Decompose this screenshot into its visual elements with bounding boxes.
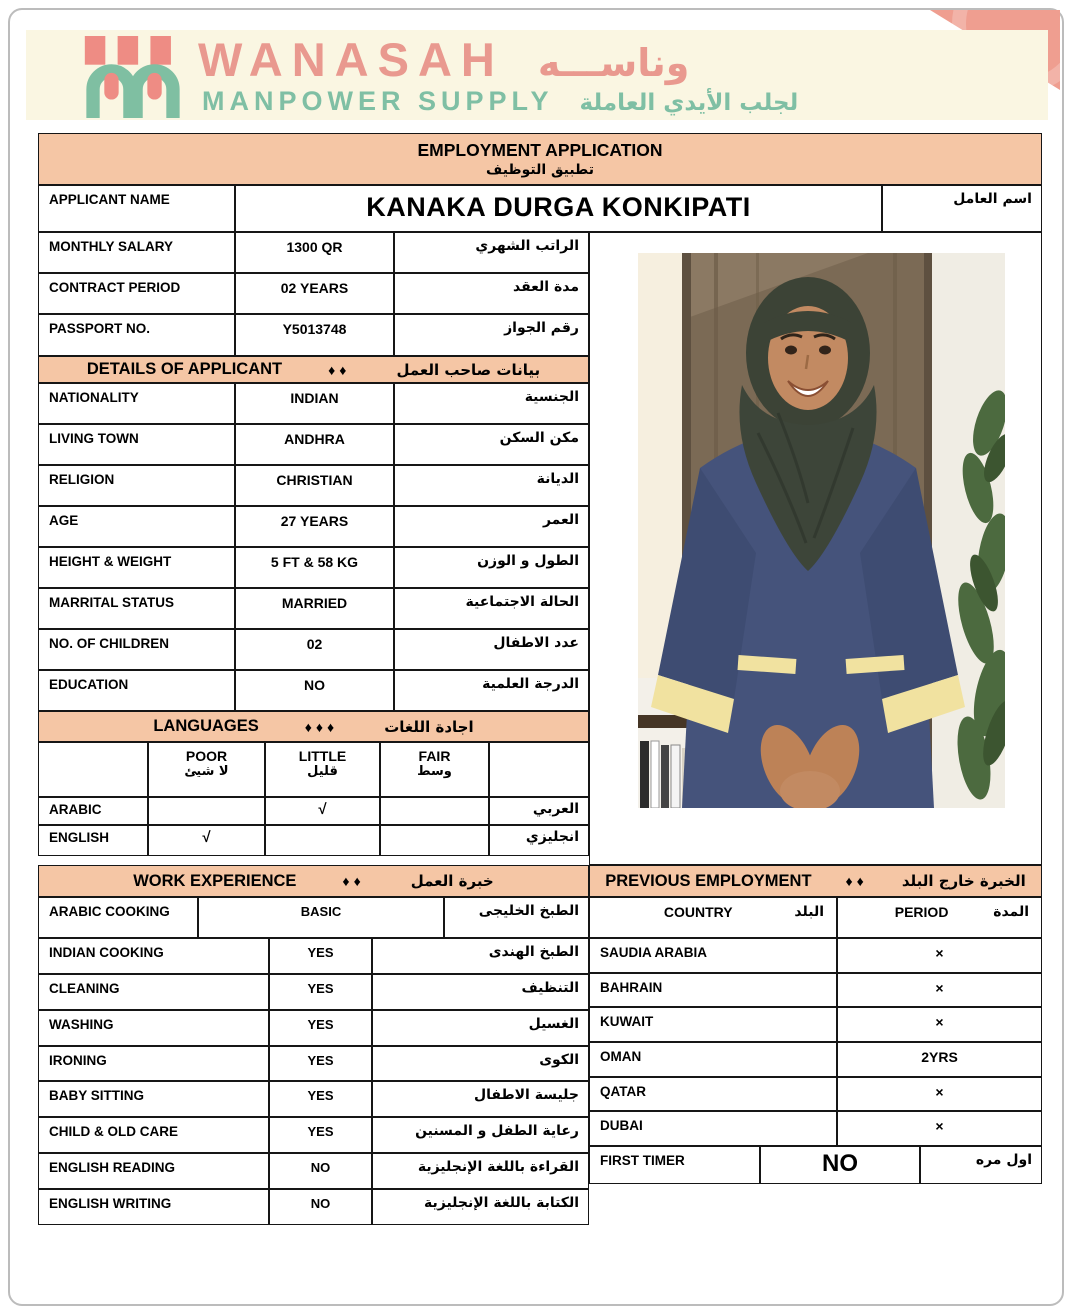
row-value: YES — [269, 1046, 372, 1081]
row-arabic: الطبخ الهندى — [372, 938, 589, 974]
country-cell: DUBAI — [589, 1111, 837, 1146]
brand-name-line — [198, 32, 689, 87]
row-label: ENGLISH READING — [38, 1153, 269, 1189]
period-cell: 2YRS — [837, 1042, 1042, 1077]
brand-subtitle-line — [202, 86, 798, 117]
row-arabic: الطول و الوزن — [394, 547, 589, 588]
country-cell: KUWAIT — [589, 1007, 837, 1042]
form-title-header — [38, 133, 1042, 185]
period-cell: × — [837, 1111, 1042, 1146]
row-arabic: الغسيل — [372, 1010, 589, 1046]
work-experience-section-header — [38, 865, 589, 897]
row-value: NO — [235, 670, 394, 711]
section-title-english: PREVIOUS EMPLOYMENT — [605, 871, 812, 890]
row-label: IRONING — [38, 1046, 269, 1081]
period-cell: × — [837, 938, 1042, 973]
row-label: AGE — [38, 506, 235, 547]
section-title-arabic: خبرة العمل — [410, 872, 494, 890]
col-header-english: FAIR — [418, 748, 451, 764]
row-arabic: الحالة الاجتماعية — [394, 588, 589, 629]
row-label: CLEANING — [38, 974, 269, 1010]
row-value: 5 FT & 58 KG — [235, 547, 394, 588]
checkmark-cell: √ — [148, 825, 265, 856]
previous-employment-section-header — [589, 865, 1042, 897]
row-value: CHRISTIAN — [235, 465, 394, 506]
checkmark-cell: √ — [265, 797, 380, 825]
row-arabic: مدة العقد — [394, 273, 589, 314]
col-header-arabic: البلد — [794, 904, 824, 920]
row-label: CONTRACT PERIOD — [38, 273, 235, 314]
row-label: NO. OF CHILDREN — [38, 629, 235, 670]
row-label: ARABIC COOKING — [38, 897, 198, 938]
languages-section-header — [38, 711, 589, 742]
row-value: MARRIED — [235, 588, 394, 629]
brand-name-arabic: وناســـه — [537, 41, 690, 85]
section-title-english: LANGUAGES — [153, 717, 259, 735]
row-value: Y5013748 — [235, 314, 394, 356]
col-header-arabic: وسط — [417, 764, 452, 779]
section-title-english: DETAILS OF APPLICANT — [86, 360, 283, 378]
col-header-english: COUNTRY — [663, 904, 733, 920]
row-label: MONTHLY SALARY — [38, 232, 235, 273]
applicant-name-arabic: اسم العامل — [882, 185, 1042, 232]
row-label: LIVING TOWN — [38, 424, 235, 465]
row-label: NATIONALITY — [38, 383, 235, 424]
row-value: 27 YEARS — [235, 506, 394, 547]
brand-subtitle-arabic: لجلب الأيدي العاملة — [579, 90, 799, 116]
section-title-arabic: اجادة اللغات — [384, 717, 474, 736]
row-label: WASHING — [38, 1010, 269, 1046]
row-value: YES — [269, 1117, 372, 1153]
row-value: YES — [269, 1010, 372, 1046]
row-label: BABY SITTING — [38, 1081, 269, 1117]
period-cell: × — [837, 1007, 1042, 1042]
row-label: INDIAN COOKING — [38, 938, 269, 974]
brand-header — [26, 30, 1048, 120]
first-timer-label: FIRST TIMER — [589, 1146, 760, 1184]
checkmark-cell — [265, 825, 380, 856]
row-arabic: الجنسية — [394, 383, 589, 424]
row-arabic: الكتابة باللغة الإنجليزية — [372, 1189, 589, 1225]
brand-subtitle-english: MANPOWER SUPPLY — [202, 86, 554, 116]
language-row-arabic: العربي — [489, 797, 589, 825]
language-row-label: ENGLISH — [38, 825, 148, 856]
languages-header-empty-cell — [489, 742, 589, 797]
row-value: 02 YEARS — [235, 273, 394, 314]
section-title-english: WORK EXPERIENCE — [133, 871, 297, 890]
diamond-separator-icon: ♦♦♦ — [304, 718, 339, 735]
languages-col-poor — [148, 742, 265, 797]
section-title-arabic: الخبرة خارج البلد — [901, 872, 1026, 890]
row-arabic: جليسة الاطفال — [372, 1081, 589, 1117]
diamond-separator-icon: ♦♦ — [342, 873, 365, 889]
period-column-header — [837, 897, 1042, 938]
row-label: HEIGHT & WEIGHT — [38, 547, 235, 588]
diamond-separator-icon: ♦♦ — [845, 873, 868, 889]
row-value: BASIC — [198, 897, 444, 938]
country-column-header — [589, 897, 837, 938]
row-arabic: رعاية الطفل و المسنين — [372, 1117, 589, 1153]
period-cell: × — [837, 973, 1042, 1007]
applicant-name-value: KANAKA DURGA KONKIPATI — [235, 185, 882, 232]
diamond-separator-icon: ♦♦ — [328, 361, 351, 378]
languages-corner-cell — [38, 742, 148, 797]
row-value: 02 — [235, 629, 394, 670]
row-value: YES — [269, 938, 372, 974]
first-timer-arabic: اول مره — [920, 1146, 1042, 1184]
row-arabic: القراءة باللغة الإنجليزية — [372, 1153, 589, 1189]
wanasah-logo-icon — [74, 36, 192, 118]
language-row-label: ARABIC — [38, 797, 148, 825]
section-title-arabic: بيانات صاحب العمل — [396, 360, 541, 379]
row-arabic: الديانة — [394, 465, 589, 506]
row-value: INDIAN — [235, 383, 394, 424]
row-arabic: الطبخ الخليجى — [444, 897, 589, 938]
form-title-arabic: تطبيق التوظيف — [486, 162, 594, 178]
country-cell: OMAN — [589, 1042, 837, 1077]
row-arabic: رقم الجواز — [394, 314, 589, 356]
checkmark-cell — [380, 825, 489, 856]
applicant-name-label: APPLICANT NAME — [38, 185, 235, 232]
form-title-english: EMPLOYMENT APPLICATION — [417, 140, 663, 160]
employment-application-form — [38, 133, 1042, 1225]
row-label: RELIGION — [38, 465, 235, 506]
checkmark-cell — [380, 797, 489, 825]
row-arabic: الكوى — [372, 1046, 589, 1081]
country-cell: BAHRAIN — [589, 973, 837, 1007]
country-cell: QATAR — [589, 1077, 837, 1111]
checkmark-cell — [148, 797, 265, 825]
row-label: EDUCATION — [38, 670, 235, 711]
row-label: CHILD & OLD CARE — [38, 1117, 269, 1153]
col-header-english: PERIOD — [894, 904, 949, 920]
row-arabic: التنظيف — [372, 974, 589, 1010]
period-cell: × — [837, 1077, 1042, 1111]
country-cell: SAUDIA ARABIA — [589, 938, 837, 973]
applicant-photo — [638, 253, 1005, 808]
language-row-arabic: انجليزي — [489, 825, 589, 856]
first-timer-value: NO — [760, 1146, 920, 1184]
col-header-english: POOR — [185, 748, 228, 764]
row-value: NO — [269, 1153, 372, 1189]
row-arabic: الدرجة العلمية — [394, 670, 589, 711]
row-label: ENGLISH WRITING — [38, 1189, 269, 1225]
row-value: ANDHRA — [235, 424, 394, 465]
details-section-header — [38, 356, 589, 383]
row-arabic: عدد الاطفال — [394, 629, 589, 670]
brand-name-english: WANASAH — [198, 33, 504, 86]
col-header-arabic: لا شيئ — [184, 764, 229, 779]
languages-col-fair — [380, 742, 489, 797]
row-arabic: مكن السكن — [394, 424, 589, 465]
row-arabic: العمر — [394, 506, 589, 547]
row-label: MARRITAL STATUS — [38, 588, 235, 629]
col-header-arabic: المدة — [993, 904, 1029, 920]
languages-col-little — [265, 742, 380, 797]
row-value: NO — [269, 1189, 372, 1225]
row-value: 1300 QR — [235, 232, 394, 273]
row-value: YES — [269, 1081, 372, 1117]
row-arabic: الراتب الشهري — [394, 232, 589, 273]
col-header-english: LITTLE — [298, 748, 347, 764]
row-label: PASSPORT NO. — [38, 314, 235, 356]
row-value: YES — [269, 974, 372, 1010]
col-header-arabic: قليل — [307, 764, 338, 779]
